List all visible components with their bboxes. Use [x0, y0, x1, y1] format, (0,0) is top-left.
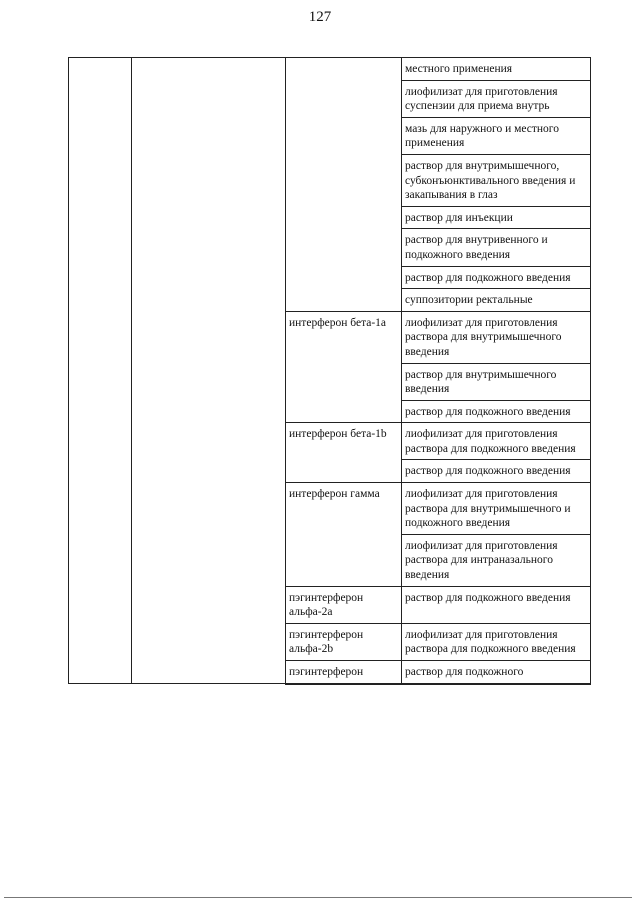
- atc-code-cell: [69, 58, 132, 684]
- dosage-form-cell: местного применения: [402, 58, 591, 81]
- dosage-form-cell: раствор для подкожного: [402, 661, 591, 684]
- drug-name-cell: интерферон бета-1a: [286, 311, 402, 423]
- drug-table: [68, 57, 591, 685]
- dosage-form-cell: лиофилизат для приготовления суспензии для приема внутрь: [402, 80, 591, 117]
- drug-name-cell: пэгинтерферон: [286, 661, 402, 684]
- dosage-form-cell: раствор для подкожного введения: [402, 460, 591, 483]
- dosage-form-cell: лиофилизат для приготовления раствора для внутримышечного и подкожного введения: [402, 483, 591, 535]
- drug-name-cell: пэгинтерферон альфа-2a: [286, 586, 402, 623]
- dosage-form-cell: лиофилизат для приготовления раствора для интраназального введения: [402, 534, 591, 586]
- page-number: 127: [308, 9, 332, 25]
- table-body: [69, 58, 591, 684]
- table-row: [69, 58, 591, 81]
- dosage-form-cell: раствор для подкожного введения: [402, 400, 591, 423]
- dosage-form-cell: раствор для внутривенного и подкожного введения: [402, 229, 591, 266]
- drug-name-cell: пэгинтерферон альфа-2b: [286, 623, 402, 660]
- page-bottom-rule: [4, 897, 632, 898]
- dosage-form-cell: раствор для внутримышечного введения: [402, 363, 591, 400]
- dosage-form-cell: лиофилизат для приготовления раствора для внутримышечного введения: [402, 311, 591, 363]
- dosage-form-cell: раствор для инъекции: [402, 206, 591, 229]
- atc-group-cell: [132, 58, 286, 684]
- dosage-form-cell: раствор для подкожного введения: [402, 586, 591, 623]
- dosage-form-cell: суппозитории ректальные: [402, 289, 591, 312]
- drug-name-cell: [286, 58, 402, 312]
- dosage-form-cell: лиофилизат для приготовления раствора для подкожного введения: [402, 423, 591, 460]
- drug-name-cell: интерферон гамма: [286, 483, 402, 587]
- dosage-form-cell: раствор для подкожного введения: [402, 266, 591, 289]
- dosage-form-cell: раствор для внутримышечного, субконъюнктивального введения и закапывания в глаз: [402, 154, 591, 206]
- dosage-form-cell: мазь для наружного и местного применения: [402, 117, 591, 154]
- dosage-form-cell: лиофилизат для приготовления раствора для подкожного введения: [402, 623, 591, 660]
- drug-name-cell: интерферон бета-1b: [286, 423, 402, 483]
